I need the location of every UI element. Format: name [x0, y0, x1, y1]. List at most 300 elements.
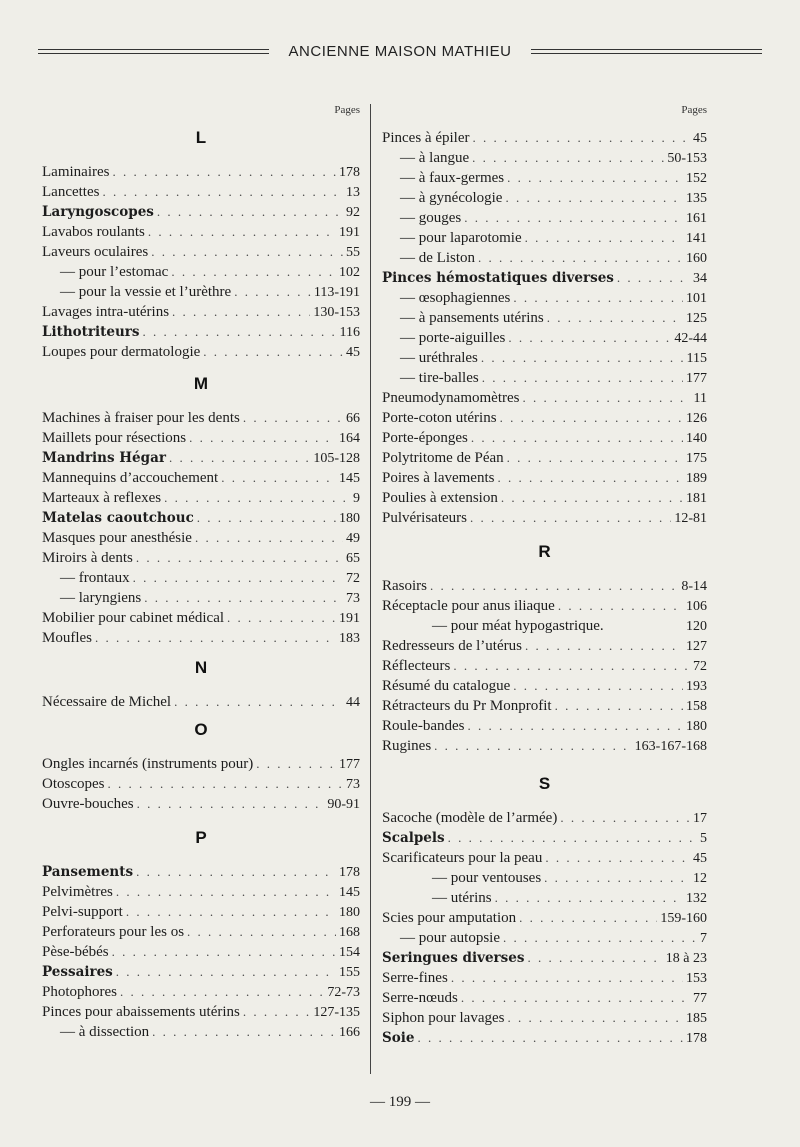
- entry-pages: 101: [686, 291, 707, 306]
- entry-pages: 92: [346, 205, 360, 220]
- dot-leader: [472, 128, 690, 148]
- index-entry: [382, 888, 707, 908]
- entry-pages: 180: [339, 511, 360, 526]
- entry-pages: 11: [693, 391, 707, 406]
- dot-leader: [434, 736, 632, 756]
- dot-leader: [527, 948, 662, 968]
- entry-label: Porte-éponges: [382, 430, 468, 446]
- entry-label: Pelvi-support: [42, 904, 123, 920]
- dot-leader: [507, 448, 683, 468]
- index-section: [42, 128, 360, 362]
- dot-leader: [525, 228, 683, 248]
- index-entry: [382, 288, 707, 308]
- index-entry: [42, 1022, 360, 1042]
- index-entry: [382, 448, 707, 468]
- dot-leader: [221, 468, 336, 488]
- index-entry: [42, 754, 360, 774]
- index-entry: [42, 1002, 360, 1022]
- entry-pages: 5: [700, 831, 707, 846]
- entry-label: Pinces hémostatiques diverses: [382, 270, 614, 286]
- entry-pages: 163-167-168: [634, 739, 707, 754]
- entry-label: Sacoche (modèle de l’armée): [382, 810, 558, 826]
- section-letter: S: [538, 774, 551, 793]
- entry-pages: 7: [700, 931, 707, 946]
- dot-leader: [501, 488, 683, 508]
- entry-pages: 178: [686, 1031, 707, 1046]
- page-number: — 199 —: [370, 1094, 430, 1110]
- header-rule-left: [38, 49, 269, 54]
- entry-label: Pneumodynamomètres: [382, 390, 520, 406]
- dot-leader: [256, 754, 336, 774]
- index-entry: [382, 168, 707, 188]
- index-entry: [42, 202, 360, 222]
- entry-label: Seringues diverses: [382, 950, 525, 966]
- index-entry: [42, 794, 360, 814]
- dot-leader: [547, 308, 683, 328]
- index-entry: [42, 528, 360, 548]
- dot-leader: [148, 222, 336, 242]
- entry-pages: 161: [686, 211, 707, 226]
- dot-leader: [195, 528, 343, 548]
- dot-leader: [507, 168, 683, 188]
- dot-leader: [478, 248, 683, 268]
- entry-pages: 183: [339, 631, 360, 646]
- index-entry: [382, 148, 707, 168]
- index-column-left: [42, 104, 360, 1042]
- dot-leader: [143, 322, 337, 342]
- entry-label: — pour l’estomac: [60, 264, 169, 280]
- index-entry: [42, 588, 360, 608]
- index-entry: [42, 282, 360, 302]
- index-entry: [382, 1028, 707, 1048]
- index-entry: [42, 182, 360, 202]
- index-entry: [382, 716, 707, 736]
- entry-pages: 140: [686, 431, 707, 446]
- index-entry: [382, 268, 707, 288]
- dot-leader: [470, 508, 671, 528]
- entry-label: — pour méat hypogastrique.: [432, 618, 604, 634]
- entry-pages: 90-91: [327, 797, 360, 812]
- entry-label: Pèse-bébés: [42, 944, 109, 960]
- entry-label: — pour ventouses: [432, 870, 542, 886]
- index-entry: [382, 636, 707, 656]
- section-letter: O: [194, 720, 208, 739]
- dot-leader: [555, 696, 683, 716]
- entry-label: Rétracteurs du Pr Monprofit: [382, 698, 552, 714]
- entry-label: Scarificateurs pour la peau: [382, 850, 543, 866]
- entry-label: Laveurs oculaires: [42, 244, 149, 260]
- dot-leader: [116, 882, 336, 902]
- entry-pages: 145: [339, 471, 360, 486]
- dot-leader: [151, 242, 343, 262]
- dot-leader: [482, 368, 683, 388]
- dot-leader: [136, 862, 336, 882]
- index-entry: [42, 902, 360, 922]
- index-entry: [382, 428, 707, 448]
- index-entry: [42, 262, 360, 282]
- entry-pages: 72-73: [327, 985, 360, 1000]
- index-entry: [382, 828, 707, 848]
- entry-label: Redresseurs de l’utérus: [382, 638, 522, 654]
- dot-leader: [519, 908, 657, 928]
- entry-label: Lavages intra-utérins: [42, 304, 170, 320]
- index-column-right: [382, 104, 707, 1048]
- index-entry: [382, 576, 707, 596]
- entry-pages: 159-160: [660, 911, 707, 926]
- entry-pages: 178: [339, 865, 360, 880]
- index-entry: [382, 988, 707, 1008]
- dot-leader: [171, 262, 336, 282]
- index-section: [42, 828, 360, 1042]
- entry-label: — pour la vessie et l’urèthre: [60, 284, 232, 300]
- entry-pages: 65: [346, 551, 360, 566]
- entry-pages: 180: [686, 719, 707, 734]
- entry-label: Polytritome de Péan: [382, 450, 504, 466]
- entry-pages: 160: [686, 251, 707, 266]
- entry-label: Serre-nœuds: [382, 990, 458, 1006]
- entry-pages: 9: [353, 491, 360, 506]
- dot-leader: [126, 902, 336, 922]
- index-entry: [42, 628, 360, 648]
- index-entry: [42, 882, 360, 902]
- dot-leader: [197, 508, 336, 528]
- entry-label: Photophores: [42, 984, 117, 1000]
- page-header: [38, 36, 762, 66]
- entry-label: Lancettes: [42, 184, 100, 200]
- index-entry: [382, 808, 707, 828]
- section-letter: M: [193, 374, 209, 393]
- entry-label: — tire-balles: [400, 370, 479, 386]
- section-letter: L: [195, 128, 207, 147]
- index-section: [42, 374, 360, 648]
- entry-pages: 135: [686, 191, 707, 206]
- entry-label: Scies pour amputation: [382, 910, 517, 926]
- entry-pages: 12: [693, 871, 707, 886]
- dot-leader: [112, 942, 336, 962]
- dot-leader: [172, 302, 310, 322]
- index-entry: [42, 302, 360, 322]
- entry-pages: 127: [686, 639, 707, 654]
- index-entry: [42, 862, 360, 882]
- index-entry: [382, 596, 707, 616]
- entry-pages: 45: [693, 131, 707, 146]
- entry-pages: 50-153: [667, 151, 707, 166]
- entry-pages: 18 à 23: [665, 951, 707, 966]
- entry-label: — uréthrales: [400, 350, 478, 366]
- dot-leader: [453, 656, 690, 676]
- entry-label: Poires à lavements: [382, 470, 495, 486]
- dot-leader: [471, 428, 683, 448]
- index-entry: [42, 468, 360, 488]
- index-entry: [382, 348, 707, 368]
- dot-leader: [227, 608, 336, 628]
- index-entry: [42, 322, 360, 342]
- index-entry: [42, 508, 360, 528]
- index-entry: [42, 428, 360, 448]
- entry-label: — pour laparotomie: [400, 230, 522, 246]
- index-entry: [42, 922, 360, 942]
- entry-label: Laryngoscopes: [42, 204, 154, 220]
- entry-pages: 125: [686, 311, 707, 326]
- entry-label: Serre-fines: [382, 970, 448, 986]
- dot-leader: [560, 808, 690, 828]
- entry-label: Résumé du catalogue: [382, 678, 511, 694]
- header-rule-right: [531, 49, 762, 54]
- entry-label: Pinces pour abaissements utérins: [42, 1004, 240, 1020]
- dot-leader: [203, 342, 343, 362]
- dot-leader: [102, 182, 343, 202]
- column-divider: [370, 104, 371, 1074]
- dot-leader: [545, 848, 690, 868]
- entry-pages: 105-128: [313, 451, 360, 466]
- entry-pages: 55: [346, 245, 360, 260]
- entry-pages: 189: [686, 471, 707, 486]
- index-entry: [382, 868, 707, 888]
- index-entry: [382, 908, 707, 928]
- index-entry: [42, 608, 360, 628]
- entry-pages: 17: [693, 811, 707, 826]
- dot-leader: [136, 548, 343, 568]
- entry-label: — à langue: [400, 150, 470, 166]
- index-entry: [382, 328, 707, 348]
- dot-leader: [112, 162, 336, 182]
- index-entry: [42, 548, 360, 568]
- entry-label: Mandrins Hégar: [42, 450, 166, 466]
- entry-pages: 77: [693, 991, 707, 1006]
- dot-leader: [505, 188, 683, 208]
- header-title: ANCIENNE MAISON MATHIEU: [288, 42, 512, 60]
- index-section: [382, 542, 707, 756]
- entry-pages: 191: [339, 611, 360, 626]
- dot-leader: [243, 1002, 310, 1022]
- section-letter: N: [194, 658, 208, 677]
- entry-label: Otoscopes: [42, 776, 105, 792]
- entry-label: — gouges: [400, 210, 462, 226]
- entry-pages: 168: [339, 925, 360, 940]
- dot-leader: [544, 868, 690, 888]
- index-entry: [382, 388, 707, 408]
- entry-label: Perforateurs pour les os: [42, 924, 185, 940]
- entry-label: Maillets pour résections: [42, 430, 187, 446]
- entry-pages: 181: [686, 491, 707, 506]
- entry-label: — à pansements utérins: [400, 310, 544, 326]
- dot-leader: [187, 922, 336, 942]
- dot-leader: [507, 1008, 683, 1028]
- index-entry: [42, 488, 360, 508]
- entry-label: — à gynécologie: [400, 190, 503, 206]
- entry-pages: 102: [339, 265, 360, 280]
- entry-label: Rugines: [382, 738, 432, 754]
- index-entry: [42, 448, 360, 468]
- dot-leader: [174, 692, 343, 712]
- index-entry: [382, 736, 707, 756]
- dot-leader: [525, 636, 683, 656]
- entry-pages: 45: [693, 851, 707, 866]
- dot-leader: [108, 774, 344, 794]
- index-entry: [382, 128, 707, 148]
- entry-label: — œsophagiennes: [400, 290, 511, 306]
- dot-leader: [617, 268, 690, 288]
- dot-leader: [481, 348, 684, 368]
- entry-label: Laminaires: [42, 164, 110, 180]
- entry-pages: 193: [686, 679, 707, 694]
- dot-leader: [464, 208, 683, 228]
- entry-label: Pansements: [42, 864, 134, 880]
- entry-pages: 185: [686, 1011, 707, 1026]
- dot-leader: [467, 716, 683, 736]
- entry-pages: 49: [346, 531, 360, 546]
- entry-label: Ouvre-bouches: [42, 796, 134, 812]
- index-entry: [382, 508, 707, 528]
- entry-label: Réceptacle pour anus iliaque: [382, 598, 555, 614]
- index-entry: [382, 468, 707, 488]
- index-entry: [42, 774, 360, 794]
- entry-pages: 8-14: [681, 579, 707, 594]
- dot-leader: [430, 576, 678, 596]
- entry-pages: 177: [686, 371, 707, 386]
- entry-label: Pessaires: [42, 964, 113, 980]
- entry-pages: 153: [686, 971, 707, 986]
- entry-pages: 115: [686, 351, 707, 366]
- entry-label: Porte-coton utérins: [382, 410, 497, 426]
- entry-pages: 141: [686, 231, 707, 246]
- dot-leader: [472, 148, 664, 168]
- index-entry: [382, 616, 707, 636]
- entry-pages: 152: [686, 171, 707, 186]
- entry-pages: 154: [339, 945, 360, 960]
- entry-label: Miroirs à dents: [42, 550, 133, 566]
- entry-label: — porte-aiguilles: [400, 330, 506, 346]
- entry-label: Rasoirs: [382, 578, 427, 594]
- index-section: [42, 720, 360, 814]
- entry-pages: 127-135: [313, 1005, 360, 1020]
- index-entry: [382, 968, 707, 988]
- index-entry: [382, 928, 707, 948]
- index-entry: [382, 696, 707, 716]
- index-entry: [42, 222, 360, 242]
- entry-label: Machines à fraiser pour les dents: [42, 410, 240, 426]
- entry-pages: 12-81: [674, 511, 707, 526]
- entry-label: — de Liston: [400, 250, 475, 266]
- dot-leader: [164, 488, 350, 508]
- index-entry: [382, 228, 707, 248]
- index-entry: [382, 208, 707, 228]
- entry-label: Masques pour anesthésie: [42, 530, 192, 546]
- dot-leader: [169, 448, 310, 468]
- index-entry: [42, 342, 360, 362]
- dot-leader: [508, 328, 671, 348]
- section-letter: R: [538, 542, 551, 561]
- entry-pages: 180: [339, 905, 360, 920]
- dot-leader: [522, 388, 690, 408]
- entry-label: — pour autopsie: [400, 930, 500, 946]
- index-entry: [382, 488, 707, 508]
- entry-label: — frontaux: [60, 570, 130, 586]
- dot-leader: [500, 408, 683, 428]
- entry-pages: 178: [339, 165, 360, 180]
- entry-pages: 145: [339, 885, 360, 900]
- index-entry: [42, 942, 360, 962]
- entry-pages: 44: [346, 695, 360, 710]
- dot-leader: [513, 288, 683, 308]
- dot-leader: [152, 1022, 336, 1042]
- entry-label: Moufles: [42, 630, 92, 646]
- dot-leader: [503, 928, 697, 948]
- entry-pages: 132: [686, 891, 707, 906]
- entry-label: Matelas caoutchouc: [42, 510, 194, 526]
- entry-pages: 72: [346, 571, 360, 586]
- dot-leader: [558, 596, 683, 616]
- index-entry: [382, 188, 707, 208]
- entry-label: Mannequins d’accouchement: [42, 470, 219, 486]
- pages-column-label: Pages: [681, 104, 707, 116]
- index-entry: [382, 948, 707, 968]
- entry-pages: 166: [339, 1025, 360, 1040]
- section-letter: P: [195, 828, 207, 847]
- index-entry: [42, 692, 360, 712]
- index-entry: [42, 162, 360, 182]
- entry-label: Scalpels: [382, 830, 445, 846]
- index-entry: [42, 962, 360, 982]
- entry-label: Soie: [382, 1030, 415, 1046]
- entry-pages: 130-153: [313, 305, 360, 320]
- entry-label: Pulvérisateurs: [382, 510, 467, 526]
- index-entry: [42, 982, 360, 1002]
- entry-pages: 45: [346, 345, 360, 360]
- dot-leader: [133, 568, 343, 588]
- entry-label: Ongles incarnés (instruments pour): [42, 756, 254, 772]
- dot-leader: [448, 828, 697, 848]
- entry-pages: 34: [693, 271, 707, 286]
- entry-pages: 155: [339, 965, 360, 980]
- entry-label: Siphon pour lavages: [382, 1010, 505, 1026]
- entry-label: — à faux-germes: [400, 170, 505, 186]
- index-entry: [42, 242, 360, 262]
- entry-pages: 73: [346, 591, 360, 606]
- dot-leader: [497, 468, 683, 488]
- index-entry: [382, 676, 707, 696]
- entry-pages: 73: [346, 777, 360, 792]
- index-section: [382, 774, 707, 1048]
- entry-pages: 106: [686, 599, 707, 614]
- entry-pages: 116: [339, 325, 360, 340]
- dot-leader: [461, 988, 690, 1008]
- entry-label: Pelvimètres: [42, 884, 113, 900]
- index-entry: [382, 308, 707, 328]
- pages-column-label: Pages: [334, 104, 360, 116]
- dot-leader: [95, 628, 336, 648]
- dot-leader: [513, 676, 683, 696]
- entry-pages: 164: [339, 431, 360, 446]
- dot-leader: [495, 888, 683, 908]
- dot-leader: [157, 202, 343, 222]
- dot-leader: [137, 794, 325, 814]
- entry-label: Nécessaire de Michel: [42, 694, 172, 710]
- entry-label: Lavabos roulants: [42, 224, 145, 240]
- entry-pages: 13: [346, 185, 360, 200]
- entry-pages: 66: [346, 411, 360, 426]
- entry-pages: 158: [686, 699, 707, 714]
- entry-pages: 177: [339, 757, 360, 772]
- entry-pages: 175: [686, 451, 707, 466]
- entry-pages: 191: [339, 225, 360, 240]
- index-entry: [42, 568, 360, 588]
- dot-leader: [116, 962, 336, 982]
- index-entry: [382, 656, 707, 676]
- entry-label: Loupes pour dermatologie: [42, 344, 201, 360]
- dot-leader: [189, 428, 336, 448]
- dot-leader: [417, 1028, 683, 1048]
